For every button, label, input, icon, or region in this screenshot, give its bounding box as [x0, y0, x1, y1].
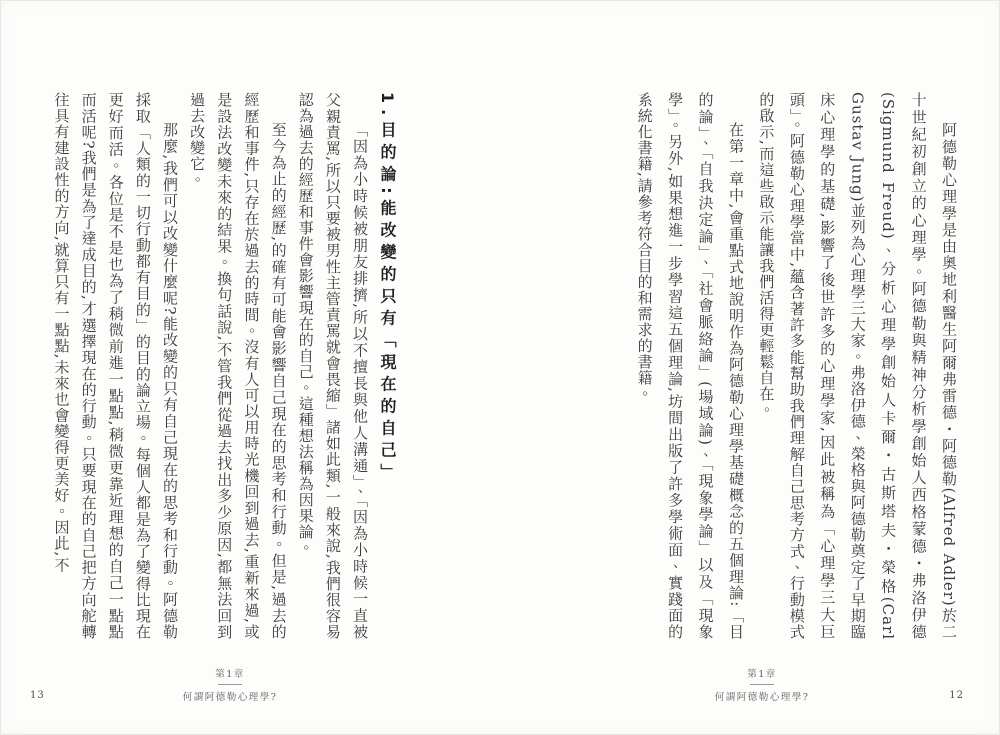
paragraph: 在第一章中,會重點式地說明作為阿德勒心理學基礎概念的五個理論:「目的論」、「自我決定論」、「社會脈絡論」(場域論)、「現象學論」以及「現象學」。另外,如果想進一步學習這五個理論,坊間出版了許多學術面、實踐面的系統化書籍,請參考符合目的和需求的書籍。 [635, 92, 745, 640]
paragraph: 至今為止的經歷,的確有可能會影響自己現在的思考和行動。但是,過去的經歷和事件,只存在於過去的時間。沒有人可以用時光機回到過去,重新來過,或是設法改變未來的結果。換句話說,不管我們從過去找出多少原因,都無法回到過去改變它。 [188, 92, 288, 640]
right-page-text-block [629, 92, 964, 640]
page-number-right: 12 [949, 690, 964, 701]
section-heading: 1.目的論:能改變的只有「現在的自己」 [378, 92, 397, 486]
footer-book-title: 何謂阿德勒心理學? [714, 692, 810, 703]
footer-chapter-label: 第1章 [747, 669, 777, 680]
right-page-footer [702, 666, 822, 703]
paragraph: 「因為小時候被朋友排擠,所以不擅長與他人溝通」、「因為小時候一直被父親責罵,所以只要被男性主管責罵就會畏縮」諸如此類,一般來說,我們很容易認為過去的經歷和事件會影響現在的自己。這種想法稱為因果論。 [296, 92, 369, 640]
footer-book-title: 何謂阿德勒心理學? [182, 692, 278, 703]
footer-divider-rule [218, 684, 242, 685]
paragraph: 那麼,我們可以改變什麼呢?能改變的只有自己現在的思考和行動。阿德勒採取「人類的一切行動都有目的」的目的論立場。每個人都是為了變得比現在更好而活。各位是不是也為了稍微前進一點點,稍微更靠近理想的自己一點點而活呢?我們是為了達成目的,才選擇現在的行動。只要現在的自己把方向舵轉往具有建設性的方向,就算只有一點點,未來也會變得更美好。因此,不 [52, 92, 180, 640]
page-right [500, 0, 1000, 735]
paragraph: 阿德勒心理學是由奧地利醫生阿爾弗雷德・阿德勒(Alfred Adler)於二十世紀初創立的心理學。阿德勒與精神分析學創始人西格蒙德・弗洛伊德(Sigmund Freud)、分析心理學創始人卡爾・古斯塔夫・榮格(Carl Gustav Jung)並列為心理學三大家。弗洛伊德、榮格與阿德勒奠定了早期臨床心理學的基礎,影響了後世許多的心理學家,因此被稱為「心理學三大巨頭」。阿德勒心理學當中,蘊含著許多能幫助我們理解自己思考方式、行動模式的啟示,而這些啟示能讓我們活得更輕鬆自在。 [757, 92, 958, 640]
page-number-left: 13 [30, 690, 45, 701]
left-page-footer [170, 666, 290, 703]
footer-chapter-label: 第1章 [215, 669, 245, 680]
footer-divider-rule [750, 684, 774, 685]
left-page-text-block [47, 92, 401, 640]
